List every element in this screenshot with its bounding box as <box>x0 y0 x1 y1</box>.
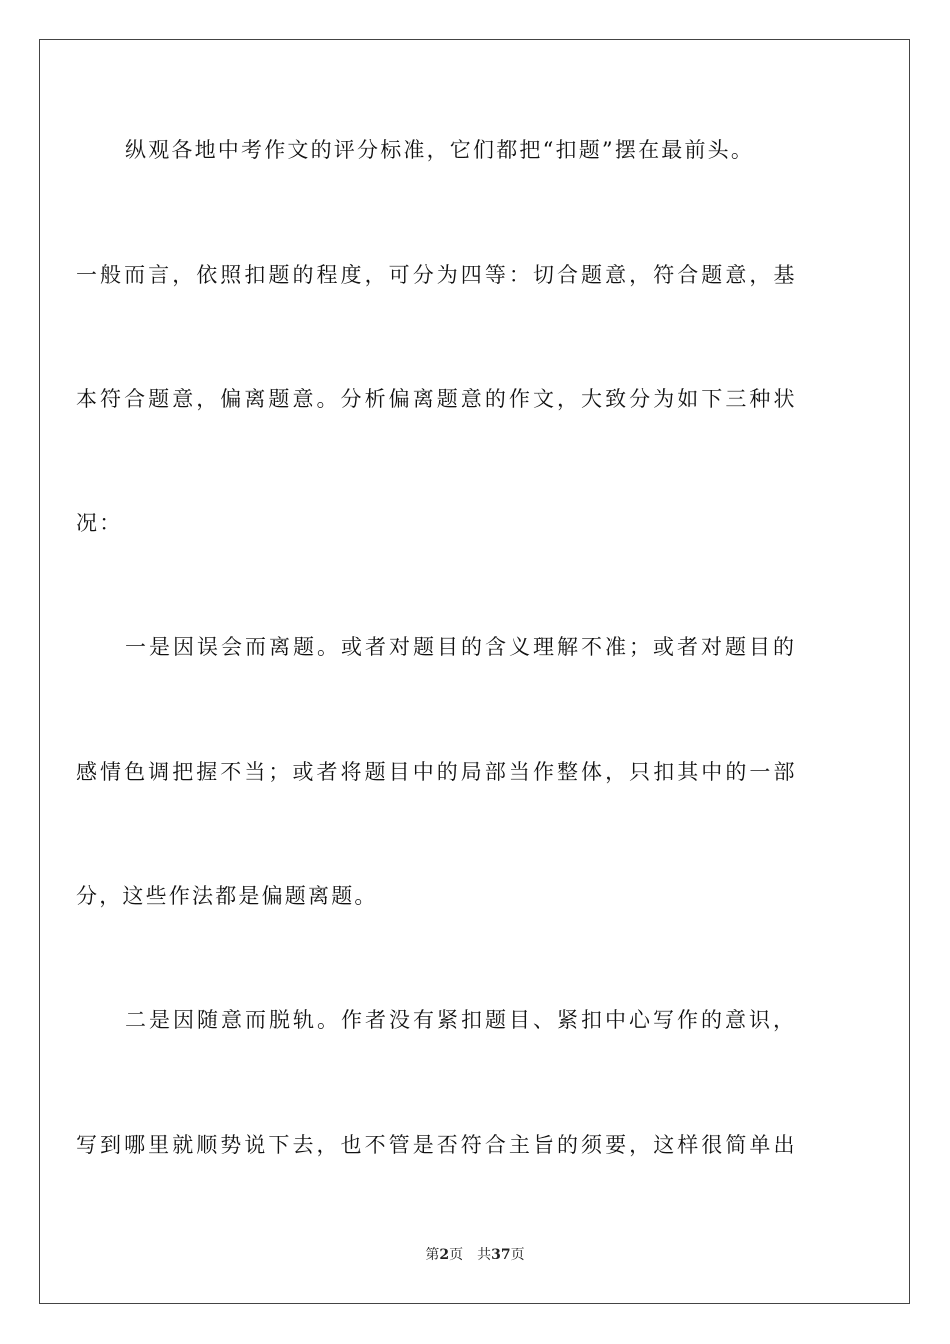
paragraph-line: 二是因随意而脱轨。作者没有紧扣题目、紧扣中心写作的意识， <box>125 1008 797 1032</box>
paragraph-line: 一是因误会而离题。或者对题目的含义理解不准；或者对题目的 <box>125 635 797 659</box>
total-suffix: 页 <box>510 1247 525 1263</box>
page-number: 2 <box>439 1247 450 1263</box>
page-prefix: 第 <box>425 1247 440 1263</box>
paragraph-line: 感情色调把握不当；或者将题目中的局部当作整体，只扣其中的一部 <box>76 760 798 784</box>
total-prefix: 共 <box>477 1247 492 1263</box>
paragraph-line: 一般而言，依照扣题的程度，可分为四等：切合题意，符合题意，基 <box>76 263 798 287</box>
total-pages: 37 <box>491 1247 511 1263</box>
page-border <box>39 39 910 1304</box>
page-suffix: 页 <box>449 1247 464 1263</box>
paragraph-line: 分，这些作法都是偏题离题。 <box>76 884 378 908</box>
paragraph-line: 纵观各地中考作文的评分标准，它们都把“扣题”摆在最前头。 <box>125 138 755 162</box>
paragraph-line: 写到哪里就顺势说下去，也不管是否符合主旨的须要，这样很简单出 <box>76 1133 798 1157</box>
paragraph-line: 本符合题意，偏离题意。分析偏离题意的作文，大致分为如下三种状 <box>76 387 798 411</box>
page-footer <box>0 1246 950 1264</box>
paragraph-line: 况： <box>76 511 123 535</box>
